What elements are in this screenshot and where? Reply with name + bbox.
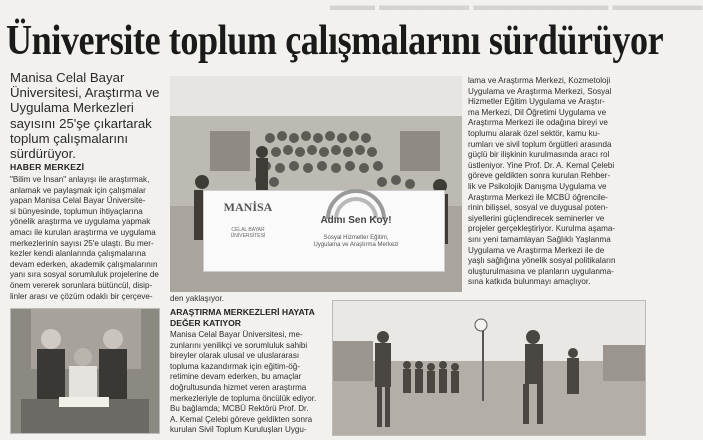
banner-description xyxy=(296,235,416,249)
text-line: yönelik araştırma ve uygulama yapmak xyxy=(10,217,151,227)
lead-paragraph: Manisa Celal Bayar Üniversitesi, Araştırma ve Uygulama Merkezleri sayısını 25'şe çıkartarak toplum çalışmalarını sürdürüyor. xyxy=(10,70,160,162)
text-line: üstleniyor. Yine Prof. Dr. A. Kemal Çelebi xyxy=(468,160,615,170)
officials-photo-image xyxy=(11,309,159,433)
text-line: rinin bilişsel, sosyal ve duygusal poten- xyxy=(468,203,608,213)
headline: Üniversite toplum çalışmalarını sürdürüyor xyxy=(6,18,664,64)
text-line: merkezlerinin sayısı 25'e ulaştı. Bu mer- xyxy=(10,238,154,248)
text-line: yanı sıra sosyal sorumluluk projelerine de xyxy=(10,270,159,280)
text-line: lik ve Psikolojik Danışma Uygulama ve xyxy=(468,181,607,191)
text-line: lama ve Araştırma Merkezi, Kozmetoloji xyxy=(468,76,611,85)
text-line: toplumu alarak özel sektör, kamu ku- xyxy=(468,128,600,138)
volleyball-photo-image xyxy=(333,301,645,435)
previous-article-fragment: ▬▬▬ ▬▬▬▬▬▬ ▬▬▬▬▬▬▬▬▬ ▬▬▬▬▬▬ xyxy=(330,0,703,14)
text-line: amacı ile kurulan araştırma ve uygulama xyxy=(10,227,156,237)
text-line: Uygulama ve Araştırma Merkezi, Sosyal xyxy=(468,86,612,96)
banner-brand: MANİSA xyxy=(223,200,273,214)
article-column-3 xyxy=(468,76,644,296)
article-column-1 xyxy=(10,175,168,305)
officials-photo xyxy=(10,308,160,434)
text-line: si bünyesinde, toplumun ihtiyaçlarına xyxy=(10,206,143,216)
text-line: anlamak ve paylaşmak için çalışmalar xyxy=(10,185,146,195)
banner-line-2: Uygulama ve Araştırma Merkezi xyxy=(313,242,399,248)
text-line: topluma kazandırmak için eğitim-öğ- xyxy=(170,361,301,371)
text-line: kezler kendi alanlarında çalışmalarına xyxy=(10,249,146,259)
text-line: yaşlı sağlığına yönelik sosyal politikaların xyxy=(468,256,616,266)
volleyball-photo xyxy=(332,300,646,436)
banner-title: Adını Sen Koy! xyxy=(320,215,392,226)
text-line: bireyler olarak ulusal ve uluslararası xyxy=(170,351,300,361)
text-line: linler arası ve çözüm odaklı bir çerçeve- xyxy=(10,291,153,301)
text-line: önem vererek sorunlara bütüncül, disip- xyxy=(10,280,153,290)
text-line: güçlü bir ilişkinin kurulmasında aracı rol xyxy=(468,150,610,160)
banner-brand-subtitle: CELAL BAYAR ÜNİVERSİTESİ xyxy=(230,227,266,239)
article-column-2 xyxy=(170,330,330,438)
text-line: siyellerini güçlendirecek seminerler ve xyxy=(468,213,605,223)
banner xyxy=(203,190,445,272)
text-line: "Bilim ve İnsan" anlayışı ile araştırmak, xyxy=(10,175,150,184)
text-line: Bu bağlamda; MCBÜ Rektörü Prof. Dr. xyxy=(170,404,309,414)
text-line: Hizmetler Eğitim Uygulama ve Araştır- xyxy=(468,97,605,107)
text-line: Uygulama ve Araştırma Merkezi ile de xyxy=(468,245,605,255)
text-line: kurulan Sivil Toplum Kuruluşları Uygu- xyxy=(170,425,307,435)
text-line: göreve geldikten sonra kurulan Rehber- xyxy=(468,171,611,181)
text-line: merkezleriyle de topluma öncülük ediyor. xyxy=(170,393,317,403)
text-line: sını yeni tamamlayan Sağlıklı Yaşlanma xyxy=(468,234,611,244)
banner-line-1: Sosyal Hizmetler Eğitim, xyxy=(323,235,389,241)
text-line: rumları ve sivil toplum örgütleri arasında xyxy=(468,139,612,149)
text-line: retimine devam ederken, bu amaçlar xyxy=(170,372,302,382)
text-line: oluşturulmasına ve planların uygulanma- xyxy=(468,266,614,276)
text-line: Manisa Celal Bayar Üniversitesi, me- xyxy=(170,330,303,339)
text-line: zunlarını yenilikçi ve sorumluluk sahibi xyxy=(170,340,308,350)
text-line: devam ederken, akademik çalışmalarının xyxy=(10,259,158,269)
text-line: doğrultusunda hizmet veren araştırma xyxy=(170,382,307,392)
text-line: ma Merkezi, Dil Öğretimi Uygulama ve xyxy=(468,107,607,117)
byline: HABER MERKEZİ xyxy=(10,162,85,172)
text-line: projeler gerçekleştiriyor. Kurulma aşama- xyxy=(468,224,616,234)
text-line: Araştırma Merkezi ile MCBÜ öğrencile- xyxy=(468,192,608,202)
text-line: sına katkıda bulunmayı amaçlıyor. xyxy=(468,277,591,287)
photo-caption-continuation: den yaklaşıyor. xyxy=(170,294,224,303)
text-line: yapan Manisa Celal Bayar Üniversite- xyxy=(10,196,146,206)
text-line: A. Kemal Çelebi göreve geldikten sonra xyxy=(170,414,313,424)
text-line: Araştırma Merkezi ile odağına bireyi ve xyxy=(468,118,608,128)
subheading: ARAŞTIRMA MERKEZLERİ HAYATA DEĞER KATIYOR xyxy=(170,307,315,328)
